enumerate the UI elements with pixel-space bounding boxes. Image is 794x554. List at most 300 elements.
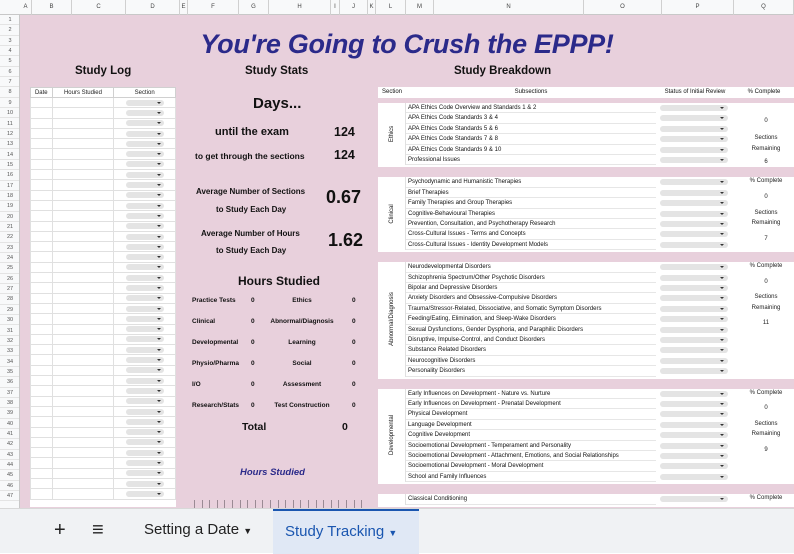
row-header[interactable]: 1 [0,15,20,25]
row-header[interactable]: 35 [0,367,20,377]
column-header[interactable]: K [368,0,376,15]
section-dropdown[interactable] [126,429,164,435]
column-header[interactable]: H [269,0,331,15]
log-section-cell[interactable] [114,159,176,169]
log-hours-cell[interactable] [52,128,114,138]
log-section-cell[interactable] [114,108,176,118]
log-section-cell[interactable] [114,386,176,396]
log-row[interactable] [31,98,176,108]
tab-setting-a-date[interactable] [144,509,252,554]
log-date-cell[interactable] [31,448,53,458]
log-row[interactable] [31,478,176,488]
log-section-cell[interactable] [114,221,176,231]
log-date-cell[interactable] [31,252,53,262]
log-date-cell[interactable] [31,468,53,478]
section-dropdown[interactable] [126,450,164,456]
log-row[interactable] [31,345,176,355]
log-section-cell[interactable] [114,211,176,221]
log-hours-cell[interactable] [52,283,114,293]
log-hours-cell[interactable] [52,324,114,334]
log-hours-cell[interactable] [52,427,114,437]
row-header[interactable]: 37 [0,388,20,398]
row-header[interactable]: 25 [0,263,20,273]
row-header[interactable]: 7 [0,77,20,87]
review-status-dropdown[interactable] [660,147,728,153]
section-dropdown[interactable] [126,244,164,250]
column-header[interactable]: P [662,0,734,15]
log-section-cell[interactable] [114,355,176,365]
review-status-dropdown[interactable] [660,453,728,459]
column-header[interactable]: J [340,0,368,15]
review-status-dropdown[interactable] [660,275,728,281]
log-row[interactable] [31,365,176,375]
study-breakdown-table[interactable] [378,87,794,508]
log-date-cell[interactable] [31,386,53,396]
section-dropdown[interactable] [126,378,164,384]
log-row[interactable] [31,468,176,478]
log-section-cell[interactable] [114,437,176,447]
log-section-cell[interactable] [114,345,176,355]
row-header[interactable]: 6 [0,67,20,77]
log-date-cell[interactable] [31,458,53,468]
section-dropdown[interactable] [126,182,164,188]
row-header[interactable]: 16 [0,170,20,180]
log-section-cell[interactable] [114,427,176,437]
column-header[interactable]: C [72,0,126,15]
log-section-cell[interactable] [114,118,176,128]
row-header[interactable]: 26 [0,274,20,284]
section-dropdown[interactable] [126,234,164,240]
section-dropdown[interactable] [126,192,164,198]
log-date-cell[interactable] [31,211,53,221]
log-hours-cell[interactable] [52,293,114,303]
log-row[interactable] [31,458,176,468]
row-header[interactable]: 31 [0,326,20,336]
log-row[interactable] [31,211,176,221]
review-status-dropdown[interactable] [660,136,728,142]
review-status-dropdown[interactable] [660,496,728,502]
review-status-dropdown[interactable] [660,157,728,163]
row-header[interactable]: 11 [0,119,20,129]
study-log-table[interactable] [30,87,176,507]
log-row[interactable] [31,386,176,396]
column-header[interactable]: A [20,0,32,15]
row-header[interactable]: 9 [0,98,20,108]
log-section-cell[interactable] [114,149,176,159]
row-header[interactable]: 21 [0,222,20,232]
section-dropdown[interactable] [126,470,164,476]
review-status-dropdown[interactable] [660,126,728,132]
log-section-cell[interactable] [114,190,176,200]
log-hours-cell[interactable] [52,478,114,488]
log-date-cell[interactable] [31,231,53,241]
column-header[interactable]: I [331,0,340,15]
review-status-dropdown[interactable] [660,231,728,237]
log-section-cell[interactable] [114,417,176,427]
log-section-cell[interactable] [114,324,176,334]
row-header[interactable]: 32 [0,336,20,346]
section-dropdown[interactable] [126,481,164,487]
log-hours-cell[interactable] [52,262,114,272]
log-section-cell[interactable] [114,489,176,499]
row-header[interactable]: 20 [0,212,20,222]
log-hours-cell[interactable] [52,211,114,221]
review-status-dropdown[interactable] [660,411,728,417]
section-dropdown[interactable] [126,110,164,116]
section-dropdown[interactable] [126,388,164,394]
row-header[interactable]: 13 [0,139,20,149]
row-header[interactable]: 24 [0,253,20,263]
log-section-cell[interactable] [114,406,176,416]
review-status-dropdown[interactable] [660,105,728,111]
spreadsheet-canvas[interactable] [20,15,794,508]
log-date-cell[interactable] [31,200,53,210]
review-status-dropdown[interactable] [660,443,728,449]
review-status-dropdown[interactable] [660,190,728,196]
review-status-dropdown[interactable] [660,337,728,343]
log-row[interactable] [31,314,176,324]
log-row[interactable] [31,262,176,272]
review-status-dropdown[interactable] [660,432,728,438]
log-date-cell[interactable] [31,406,53,416]
log-row[interactable] [31,324,176,334]
column-header[interactable]: M [406,0,434,15]
log-row[interactable] [31,231,176,241]
row-header[interactable]: 46 [0,481,20,491]
review-status-dropdown[interactable] [660,463,728,469]
log-hours-cell[interactable] [52,437,114,447]
log-date-cell[interactable] [31,314,53,324]
row-header[interactable]: 29 [0,305,20,315]
row-header[interactable]: 27 [0,284,20,294]
row-header[interactable]: 15 [0,160,20,170]
section-dropdown[interactable] [126,285,164,291]
log-section-cell[interactable] [114,314,176,324]
section-dropdown[interactable] [126,491,164,497]
row-header[interactable]: 39 [0,408,20,418]
column-header[interactable]: L [376,0,406,15]
log-date-cell[interactable] [31,108,53,118]
log-section-cell[interactable] [114,334,176,344]
row-header[interactable]: 8 [0,87,20,97]
log-row[interactable] [31,303,176,313]
section-dropdown[interactable] [126,367,164,373]
section-dropdown[interactable] [126,398,164,404]
log-hours-cell[interactable] [52,376,114,386]
log-hours-cell[interactable] [52,118,114,128]
row-header[interactable]: 12 [0,129,20,139]
row-header[interactable]: 10 [0,108,20,118]
section-dropdown[interactable] [126,131,164,137]
log-row[interactable] [31,489,176,499]
section-dropdown[interactable] [126,419,164,425]
log-date-cell[interactable] [31,303,53,313]
section-dropdown[interactable] [126,316,164,322]
row-header[interactable]: 30 [0,315,20,325]
row-header[interactable]: 19 [0,201,20,211]
review-status-dropdown[interactable] [660,264,728,270]
log-hours-cell[interactable] [52,448,114,458]
row-header[interactable]: 2 [0,25,20,35]
log-date-cell[interactable] [31,293,53,303]
log-hours-cell[interactable] [52,386,114,396]
log-section-cell[interactable] [114,448,176,458]
log-hours-cell[interactable] [52,108,114,118]
review-status-dropdown[interactable] [660,401,728,407]
row-header[interactable]: 3 [0,36,20,46]
log-hours-cell[interactable] [52,200,114,210]
column-header[interactable]: F [188,0,239,15]
log-hours-cell[interactable] [52,396,114,406]
section-dropdown[interactable] [126,409,164,415]
log-section-cell[interactable] [114,170,176,180]
row-header[interactable]: 36 [0,377,20,387]
section-dropdown[interactable] [126,120,164,126]
log-date-cell[interactable] [31,262,53,272]
review-status-dropdown[interactable] [660,179,728,185]
log-date-cell[interactable] [31,437,53,447]
row-header[interactable]: 22 [0,232,20,242]
section-dropdown[interactable] [126,347,164,353]
section-dropdown[interactable] [126,295,164,301]
log-section-cell[interactable] [114,98,176,108]
section-dropdown[interactable] [126,141,164,147]
review-status-dropdown[interactable] [660,422,728,428]
log-date-cell[interactable] [31,159,53,169]
log-row[interactable] [31,283,176,293]
log-date-cell[interactable] [31,221,53,231]
log-section-cell[interactable] [114,180,176,190]
log-hours-cell[interactable] [52,458,114,468]
log-date-cell[interactable] [31,345,53,355]
log-hours-cell[interactable] [52,355,114,365]
column-header[interactable]: Q [734,0,794,15]
section-dropdown[interactable] [126,203,164,209]
row-header[interactable]: 4 [0,46,20,56]
log-date-cell[interactable] [31,324,53,334]
review-status-dropdown[interactable] [660,242,728,248]
log-date-cell[interactable] [31,149,53,159]
log-row[interactable] [31,376,176,386]
row-header[interactable]: 42 [0,439,20,449]
section-dropdown[interactable] [126,275,164,281]
row-header[interactable]: 23 [0,243,20,253]
log-section-cell[interactable] [114,128,176,138]
log-row[interactable] [31,242,176,252]
review-status-dropdown[interactable] [660,306,728,312]
row-header[interactable]: 17 [0,181,20,191]
tab-study-tracking[interactable] [273,509,419,554]
column-header[interactable]: G [239,0,269,15]
log-row[interactable] [31,273,176,283]
section-dropdown[interactable] [126,326,164,332]
log-section-cell[interactable] [114,396,176,406]
log-date-cell[interactable] [31,98,53,108]
row-header[interactable]: 45 [0,470,20,480]
log-hours-cell[interactable] [52,242,114,252]
section-dropdown[interactable] [126,172,164,178]
log-row[interactable] [31,108,176,118]
review-status-dropdown[interactable] [660,211,728,217]
section-dropdown[interactable] [126,223,164,229]
review-status-dropdown[interactable] [660,368,728,374]
column-header[interactable]: B [32,0,72,15]
log-section-cell[interactable] [114,139,176,149]
log-date-cell[interactable] [31,376,53,386]
log-hours-cell[interactable] [52,252,114,262]
section-dropdown[interactable] [126,100,164,106]
section-dropdown[interactable] [126,439,164,445]
log-section-cell[interactable] [114,262,176,272]
log-hours-cell[interactable] [52,98,114,108]
section-dropdown[interactable] [126,306,164,312]
log-row[interactable] [31,118,176,128]
review-status-dropdown[interactable] [660,115,728,121]
log-hours-cell[interactable] [52,345,114,355]
log-date-cell[interactable] [31,334,53,344]
log-date-cell[interactable] [31,180,53,190]
log-row[interactable] [31,180,176,190]
log-date-cell[interactable] [31,396,53,406]
section-dropdown[interactable] [126,213,164,219]
log-hours-cell[interactable] [52,417,114,427]
log-row[interactable] [31,448,176,458]
log-row[interactable] [31,190,176,200]
log-row[interactable] [31,406,176,416]
log-date-cell[interactable] [31,489,53,499]
row-header[interactable]: 34 [0,357,20,367]
log-date-cell[interactable] [31,365,53,375]
log-row[interactable] [31,159,176,169]
log-section-cell[interactable] [114,231,176,241]
log-hours-cell[interactable] [52,221,114,231]
log-date-cell[interactable] [31,273,53,283]
review-status-dropdown[interactable] [660,358,728,364]
log-date-cell[interactable] [31,118,53,128]
log-row[interactable] [31,417,176,427]
log-row[interactable] [31,252,176,262]
log-section-cell[interactable] [114,458,176,468]
log-hours-cell[interactable] [52,170,114,180]
row-header[interactable]: 14 [0,150,20,160]
log-row[interactable] [31,200,176,210]
log-hours-cell[interactable] [52,406,114,416]
log-date-cell[interactable] [31,128,53,138]
column-header[interactable]: O [584,0,662,15]
column-header[interactable]: E [180,0,188,15]
review-status-dropdown[interactable] [660,200,728,206]
review-status-dropdown[interactable] [660,327,728,333]
log-section-cell[interactable] [114,273,176,283]
log-section-cell[interactable] [114,242,176,252]
row-header[interactable]: 28 [0,294,20,304]
log-section-cell[interactable] [114,478,176,488]
log-section-cell[interactable] [114,468,176,478]
log-row[interactable] [31,221,176,231]
log-hours-cell[interactable] [52,139,114,149]
review-status-dropdown[interactable] [660,474,728,480]
log-row[interactable] [31,396,176,406]
log-hours-cell[interactable] [52,334,114,344]
log-row[interactable] [31,139,176,149]
row-header[interactable]: 47 [0,491,20,501]
add-sheet-button[interactable]: + [54,519,66,541]
log-date-cell[interactable] [31,242,53,252]
log-row[interactable] [31,293,176,303]
section-dropdown[interactable] [126,357,164,363]
column-header[interactable]: D [126,0,180,15]
log-section-cell[interactable] [114,376,176,386]
log-section-cell[interactable] [114,303,176,313]
log-section-cell[interactable] [114,283,176,293]
section-dropdown[interactable] [126,264,164,270]
review-status-dropdown[interactable] [660,221,728,227]
review-status-dropdown[interactable] [660,391,728,397]
log-date-cell[interactable] [31,139,53,149]
log-row[interactable] [31,355,176,365]
log-date-cell[interactable] [31,170,53,180]
all-sheets-menu-icon[interactable]: ≡ [92,519,104,541]
log-section-cell[interactable] [114,365,176,375]
row-header[interactable]: 41 [0,429,20,439]
log-hours-cell[interactable] [52,303,114,313]
log-date-cell[interactable] [31,190,53,200]
section-dropdown[interactable] [126,336,164,342]
log-row[interactable] [31,427,176,437]
review-status-dropdown[interactable] [660,347,728,353]
log-hours-cell[interactable] [52,149,114,159]
log-hours-cell[interactable] [52,231,114,241]
row-header[interactable]: 43 [0,450,20,460]
row-header[interactable]: 40 [0,419,20,429]
log-date-cell[interactable] [31,478,53,488]
section-dropdown[interactable] [126,161,164,167]
review-status-dropdown[interactable] [660,295,728,301]
log-section-cell[interactable] [114,293,176,303]
log-hours-cell[interactable] [52,273,114,283]
row-header[interactable]: 5 [0,56,20,66]
log-hours-cell[interactable] [52,180,114,190]
log-row[interactable] [31,170,176,180]
log-hours-cell[interactable] [52,489,114,499]
row-header[interactable]: 44 [0,460,20,470]
log-hours-cell[interactable] [52,314,114,324]
log-section-cell[interactable] [114,252,176,262]
log-row[interactable] [31,437,176,447]
row-header[interactable]: 33 [0,346,20,356]
row-header[interactable]: 18 [0,191,20,201]
log-row[interactable] [31,128,176,138]
log-date-cell[interactable] [31,417,53,427]
log-hours-cell[interactable] [52,190,114,200]
log-date-cell[interactable] [31,355,53,365]
log-row[interactable] [31,334,176,344]
column-header[interactable]: N [434,0,584,15]
log-row[interactable] [31,149,176,159]
log-hours-cell[interactable] [52,159,114,169]
log-date-cell[interactable] [31,283,53,293]
log-section-cell[interactable] [114,200,176,210]
review-status-dropdown[interactable] [660,316,728,322]
section-dropdown[interactable] [126,151,164,157]
section-dropdown[interactable] [126,460,164,466]
review-status-dropdown[interactable] [660,285,728,291]
log-date-cell[interactable] [31,427,53,437]
section-dropdown[interactable] [126,254,164,260]
log-hours-cell[interactable] [52,468,114,478]
row-header[interactable]: 38 [0,398,20,408]
log-hours-cell[interactable] [52,365,114,375]
